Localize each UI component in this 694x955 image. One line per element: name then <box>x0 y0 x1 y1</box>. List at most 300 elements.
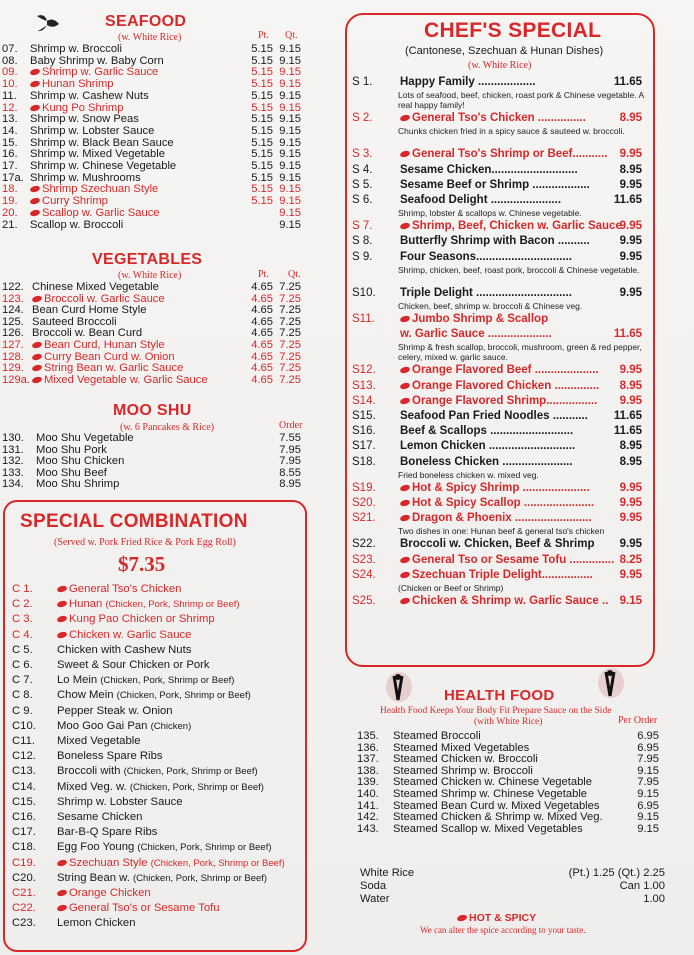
price-pint: 5.15 <box>251 89 273 102</box>
item-number: 10. <box>2 78 18 91</box>
item-number: 19. <box>2 195 18 208</box>
item-price: 9.15 <box>637 811 659 824</box>
item-name-wrap <box>57 781 264 793</box>
pepper-icon <box>399 597 410 605</box>
item-name: Egg Foo Young <box>57 841 135 854</box>
fish-icon <box>35 13 61 40</box>
item-name: Moo Goo Gai Pan <box>57 719 148 732</box>
dot-leader: .............................. <box>472 286 572 299</box>
pepper-icon <box>56 858 67 866</box>
item-name-wrap <box>400 235 590 247</box>
seafood-col-pt: Pt. <box>258 30 269 41</box>
combo-title: SPECIAL COMBINATION <box>20 511 248 532</box>
item-number: C12. <box>12 750 36 763</box>
item-name-wrap <box>400 554 614 566</box>
item-number: 126. <box>2 327 24 340</box>
item-number: C 8. <box>12 689 33 702</box>
price-quart: 7.25 <box>279 362 301 375</box>
item-name-wrap <box>400 380 599 392</box>
pepper-icon <box>56 585 67 593</box>
mooshu-subtitle: (w. 6 Pancakes & Rice) <box>120 422 215 433</box>
item-name-wrap <box>400 395 597 407</box>
item-number: 09. <box>2 66 18 79</box>
item-name: Hot & Spicy Shrimp <box>412 481 520 494</box>
item-name-wrap <box>57 674 234 686</box>
price-pint: 5.15 <box>251 195 273 208</box>
item-name-wrap <box>400 220 622 232</box>
item-number: S 4. <box>352 163 373 176</box>
item-name: Lo Mein <box>57 674 98 687</box>
item-name: Broccoli with <box>57 765 121 778</box>
item-description: Lots of seafood, beef, chicken, roast pork & Chinese vegetable. A real happy family! <box>398 90 644 111</box>
item-price: 9.95 <box>619 178 642 191</box>
item-name-wrap <box>400 148 608 160</box>
item-name: General Tso or Sesame Tofu <box>412 553 567 566</box>
dot-leader: .............. <box>566 553 615 566</box>
item-name: Sauteed Broccoli <box>32 315 117 328</box>
item-name-wrap <box>400 440 575 452</box>
item-name-wrap <box>400 251 572 263</box>
dot-leader: ........................... <box>485 440 576 453</box>
item-number: C18. <box>12 841 36 854</box>
item-number: C11. <box>12 735 36 747</box>
item-name: Broccoli w. Bean Curd <box>32 327 143 340</box>
chefs-subtitle-2: (w. White Rice) <box>468 60 532 71</box>
item-name-wrap <box>400 512 592 524</box>
item-number: C15. <box>12 795 36 808</box>
dot-leader: ...................... <box>520 497 595 509</box>
item-name: Baby Shrimp w. Baby Corn <box>30 54 164 67</box>
price-quart: 9.15 <box>279 124 301 137</box>
item-number: 18. <box>2 183 18 196</box>
pepper-icon <box>399 150 410 158</box>
item-name-wrap <box>400 364 599 376</box>
item-number: 134. <box>2 478 24 491</box>
item-name: Steamed Bean Curd w. Mixed Vegetables <box>393 799 600 812</box>
item-name-wrap <box>32 374 208 387</box>
item-name: Steamed Broccoli <box>393 730 481 742</box>
water-label: Water <box>360 893 390 905</box>
price-quart: 9.15 <box>279 148 301 161</box>
item-number: 124. <box>2 304 24 317</box>
item-name-wrap <box>57 583 181 595</box>
item-name-wrap <box>400 287 572 299</box>
item-name: Broccoli w. Chicken, Beef & Shrimp <box>400 538 595 551</box>
item-name: Szechuan Style <box>69 856 148 869</box>
item-extra: (Chicken, Pork, Shrimp or Beef) <box>150 857 285 869</box>
item-number: S22. <box>352 538 376 551</box>
pepper-icon <box>31 341 42 349</box>
item-price: 9.15 <box>619 595 642 607</box>
item-name-wrap <box>57 826 157 838</box>
pepper-icon <box>399 381 410 389</box>
pepper-icon <box>29 80 40 88</box>
item-name-wrap <box>400 76 536 88</box>
item-number: 142. <box>357 811 379 824</box>
price-quart: 9.15 <box>279 183 301 196</box>
pepper-icon <box>399 555 410 563</box>
health-subtitle-1: Health Food Keeps Your Body Fit Prepare Sauce on the Side <box>380 706 612 716</box>
item-number: S13. <box>352 379 376 392</box>
item-name: Shrimp w. Lobster Sauce <box>57 795 183 808</box>
item-name: Shrimp w. Garlic Sauce <box>42 66 159 79</box>
item-name-wrap <box>400 425 573 437</box>
item-extra: (Chicken, Pork, Shrimp or Beef) <box>100 675 235 687</box>
item-number: S11. <box>352 313 375 325</box>
price-pint: 5.15 <box>251 66 273 79</box>
item-price: 9.95 <box>619 250 642 263</box>
item-description: Shrimp, chicken, beef, roast pork, broccoli & Chinese vegetable. <box>398 264 640 275</box>
pepper-icon <box>399 499 410 507</box>
item-number: 16. <box>2 148 18 161</box>
item-price: 8.95 <box>619 379 642 392</box>
item-description: Two dishes in one: Hunan beef & general tso's chicken <box>398 526 605 537</box>
item-price: 9.95 <box>619 364 642 377</box>
dot-leader: ............... <box>534 112 586 125</box>
price-quart: 7.25 <box>279 350 301 363</box>
seafood-subtitle: (w. White Rice) <box>118 32 182 43</box>
item-name: Shrimp, Beef, Chicken w. Garlic Sauce <box>412 220 622 233</box>
pepper-icon <box>29 197 40 205</box>
item-price: 11.65 <box>613 410 642 422</box>
item-number: S 1. <box>352 76 373 88</box>
pepper-icon <box>29 68 40 76</box>
item-number: C21. <box>12 887 36 899</box>
pepper-icon <box>56 615 67 623</box>
item-name: Shrimp w. Black Bean Sauce <box>30 136 174 149</box>
item-name: Chinese Mixed Vegetable <box>32 281 159 293</box>
item-price: 8.95 <box>619 112 642 125</box>
item-name-wrap <box>400 179 590 191</box>
mooshu-col-order: Order <box>279 420 303 431</box>
item-price: 8.95 <box>619 163 642 176</box>
price-pint: 5.15 <box>251 54 273 67</box>
price-quart: 7.25 <box>279 292 301 305</box>
item-number: S19. <box>352 481 376 494</box>
item-name: w. Garlic Sauce <box>400 328 485 341</box>
price-quart: 9.15 <box>279 195 301 208</box>
item-price: 11.65 <box>613 328 642 341</box>
item-name: Pepper Steak w. Onion <box>57 704 173 717</box>
item-description: Chunks chicken fried in a spicy sauce & sauteed w. broccoli. <box>398 126 625 137</box>
pepper-icon <box>399 571 410 579</box>
chefs-title: CHEF'S SPECIAL <box>424 19 602 42</box>
item-name-wrap <box>57 887 151 899</box>
price-quart: 9.15 <box>279 66 301 79</box>
chef-figure-icon <box>384 670 414 709</box>
item-name-wrap <box>57 689 251 701</box>
item-price: 9.95 <box>619 568 642 581</box>
pepper-icon <box>399 315 410 323</box>
hot-spicy-note: We can alter the spice according to your taste. <box>420 925 586 935</box>
item-number: 136. <box>357 741 379 754</box>
dot-leader: .................. <box>474 76 536 88</box>
pepper-icon <box>29 209 40 217</box>
item-price: 9.15 <box>637 788 659 800</box>
item-name-wrap <box>400 194 561 206</box>
mooshu-title: MOO SHU <box>113 402 192 419</box>
white-rice-label: White Rice <box>360 867 415 879</box>
item-price: 7.95 <box>279 455 301 468</box>
hot-spicy-title: HOT & SPICY <box>457 912 536 924</box>
item-name: Shrimp w. Broccoli <box>30 43 123 55</box>
item-extra: (Chicken, Pork, Shrimp or Beef) <box>129 781 264 793</box>
item-number: S 8. <box>352 235 373 248</box>
item-name-wrap <box>57 644 191 656</box>
pepper-icon <box>56 630 67 638</box>
item-name: Curry Shrimp <box>42 195 108 208</box>
combo-price: $7.35 <box>118 552 166 576</box>
price-pint: 5.15 <box>251 148 273 161</box>
seafood-title: SEAFOOD <box>105 13 187 30</box>
item-number: 21. <box>2 218 18 231</box>
item-number: S17. <box>352 440 376 453</box>
item-price: 7.95 <box>637 753 659 766</box>
item-name: Shrimp w. Mixed Vegetable <box>30 148 165 161</box>
item-name-wrap <box>400 538 594 550</box>
item-name: Hunan <box>69 598 103 611</box>
item-number: 123. <box>2 292 24 305</box>
item-price: 8.95 <box>619 455 642 468</box>
item-name: Four Seasons <box>400 250 477 263</box>
item-name-wrap <box>57 872 267 884</box>
pepper-icon <box>399 114 410 122</box>
item-name-wrap <box>400 482 590 494</box>
seafood-col-qt: Qt. <box>285 30 298 41</box>
item-number: 129a. <box>2 373 30 386</box>
price-quart: 7.25 <box>279 315 301 328</box>
price-pint: 5.15 <box>251 101 273 114</box>
item-number: C 2. <box>12 598 33 611</box>
item-number: S21. <box>352 512 376 525</box>
item-number: S14. <box>352 394 376 407</box>
item-number: S 5. <box>352 178 373 191</box>
item-name: Szechuan Triple Delight <box>412 568 542 581</box>
item-name: String Bean w. <box>57 871 130 884</box>
item-number: S10. <box>352 286 376 299</box>
item-number: 131. <box>2 443 24 456</box>
item-name: Bean Curd, Hunan Style <box>44 339 165 351</box>
item-name-wrap <box>400 112 586 124</box>
price-quart: 9.15 <box>279 218 301 231</box>
item-name: Dragon & Phoenix <box>412 512 512 525</box>
item-name-wrap <box>57 720 191 732</box>
dot-leader: ...................... <box>487 194 562 206</box>
price-quart: 9.15 <box>279 160 301 172</box>
item-price: 9.95 <box>619 235 642 248</box>
item-name: Orange Flavored Chicken <box>412 379 552 392</box>
item-name-wrap <box>57 735 141 747</box>
price-quart: 7.25 <box>279 304 301 317</box>
price-pint: 4.65 <box>251 373 273 386</box>
item-name: Steamed Chicken w. Broccoli <box>393 753 538 766</box>
item-price: 8.95 <box>279 478 301 491</box>
dot-leader: .................... <box>531 364 599 377</box>
water-price: 1.00 <box>643 893 665 905</box>
pepper-icon <box>31 364 42 372</box>
price-quart: 7.25 <box>279 373 301 386</box>
price-pint: 4.65 <box>251 327 273 340</box>
item-name: Orange Flavored Shrimp <box>412 394 547 407</box>
item-number: S23. <box>352 553 376 566</box>
item-number: 125. <box>2 315 24 328</box>
item-number: 08. <box>2 54 18 67</box>
dot-leader: .................... <box>484 328 552 341</box>
price-quart: 7.25 <box>279 327 301 340</box>
item-name-wrap <box>400 569 593 581</box>
pepper-icon <box>399 222 410 230</box>
item-name: General Tso's Chicken <box>412 112 535 125</box>
item-extra: (Chicken, Pork, Shrimp or Beef) <box>133 872 268 884</box>
item-name: Mixed Vegetable <box>57 735 141 747</box>
item-number: 128. <box>2 350 24 363</box>
item-description: Chicken, beef, shrimp w. broccoli & Chinese veg. <box>398 301 583 311</box>
item-name-wrap <box>57 857 285 869</box>
price-pint: 4.65 <box>251 292 273 305</box>
item-name: Seafood Pan Fried Noodles <box>400 410 550 422</box>
price-pint: 5.15 <box>251 171 273 184</box>
dot-leader: ........................ <box>511 512 592 525</box>
item-name: General Tso's <box>69 902 138 915</box>
health-subtitle-2: (with White Rice) <box>474 717 543 727</box>
pepper-icon <box>31 352 42 360</box>
chefs-subtitle-1: (Cantonese, Szechuan & Hunan Dishes) <box>405 45 604 57</box>
item-name-wrap <box>57 841 272 853</box>
pepper-icon <box>399 397 410 405</box>
item-number: S15. <box>352 410 376 422</box>
item-name-wrap <box>57 750 163 762</box>
item-name: Curry Bean Curd w. Onion <box>44 350 175 363</box>
item-number: C10. <box>12 719 36 732</box>
item-name: Chicken & Shrimp w. Garlic Sauce <box>412 595 599 607</box>
pepper-icon <box>399 514 410 522</box>
item-number: S12. <box>352 364 376 377</box>
price-quart: 9.15 <box>279 171 301 184</box>
item-name-wrap <box>57 765 258 777</box>
item-number: S 6. <box>352 194 373 206</box>
item-name-wrap <box>400 164 578 176</box>
price-quart: 7.25 <box>279 281 301 293</box>
dot-leader: .................. <box>529 178 590 191</box>
item-name: Lemon Chicken <box>400 440 486 453</box>
item-name-wrap <box>57 629 191 641</box>
item-name-wrap <box>57 796 183 808</box>
item-number: C13. <box>12 765 36 778</box>
item-number: 122. <box>2 281 24 293</box>
dot-leader: ..................... <box>519 481 590 494</box>
price-quart: 9.15 <box>279 54 301 67</box>
item-name: Chicken with Cashew Nuts <box>57 643 192 656</box>
item-number: 17. <box>2 160 18 172</box>
item-number: C16. <box>12 811 36 823</box>
item-name: Scallop w. Garlic Sauce <box>42 206 160 219</box>
vegetables-col-qt: Qt. <box>288 269 301 280</box>
item-name: Triple Delight <box>400 286 473 299</box>
soda-label: Soda <box>360 880 387 892</box>
item-number: C 3. <box>12 613 33 626</box>
item-extra: or Sesame Tofu <box>140 902 220 915</box>
item-number: C 5. <box>12 643 33 656</box>
item-number: 07. <box>2 43 18 55</box>
item-name: Steamed Shrimp w. Broccoli <box>393 764 533 777</box>
price-pint: 5.15 <box>251 136 273 149</box>
item-number: S16. <box>352 425 376 438</box>
item-name: Shrimp w. Mushrooms <box>30 171 141 184</box>
item-price: 9.95 <box>619 481 642 494</box>
item-name: Chow Mein <box>57 689 114 702</box>
item-number: S24. <box>352 568 376 581</box>
item-name-wrap <box>30 219 123 232</box>
dot-leader: ........................... <box>491 163 578 176</box>
item-number: C 1. <box>12 583 33 595</box>
dot-leader: ................ <box>541 568 593 581</box>
item-number: C 9. <box>12 704 33 717</box>
item-name-wrap <box>57 917 136 929</box>
pepper-icon <box>399 484 410 492</box>
dot-leader: ........... <box>549 410 588 422</box>
item-name-wrap <box>57 811 142 823</box>
item-price: 7.95 <box>279 443 301 456</box>
pepper-icon <box>31 376 42 384</box>
dot-leader: .............. <box>551 379 600 392</box>
price-pint: 5.15 <box>251 124 273 137</box>
price-pint: 4.65 <box>251 281 273 293</box>
vegetables-subtitle: (w. White Rice) <box>118 270 182 281</box>
item-name: Shrimp w. Chinese Vegetable <box>30 160 177 172</box>
item-name: Kung Po Shrimp <box>42 101 124 114</box>
price-quart: 9.15 <box>279 206 301 219</box>
item-name: Seafood Delight <box>400 194 488 206</box>
item-number: C19. <box>12 856 36 869</box>
dot-leader: .......... <box>554 235 590 248</box>
item-name: Shrimp Szechuan Style <box>42 183 159 196</box>
price-pint: 4.65 <box>251 304 273 317</box>
item-price: 6.95 <box>637 799 659 812</box>
item-name: Moo Shu Beef <box>36 466 107 479</box>
price-pint: 5.15 <box>251 160 273 172</box>
item-name: Bar-B-Q Spare Ribs <box>57 826 158 839</box>
price-quart: 9.15 <box>279 78 301 91</box>
item-number: 130. <box>2 432 24 444</box>
item-number: 14. <box>2 124 18 137</box>
item-extra: (Chicken) <box>150 720 192 732</box>
item-description: Shrimp, lobster & scallops w. Chinese vegetable. <box>398 208 582 219</box>
item-price: 11.65 <box>613 194 642 206</box>
item-name-wrap <box>400 410 588 422</box>
item-extra: (Chicken, Pork, Shrimp or Beef) <box>116 690 251 702</box>
item-name: Sweet & Sour Chicken or Pork <box>57 659 210 671</box>
vegetables-col-pt: Pt. <box>258 269 269 280</box>
item-number: 17a. <box>2 171 24 184</box>
item-name: Steamed Mixed Vegetables <box>393 741 530 754</box>
item-number: C23. <box>12 917 36 930</box>
item-name: Happy Family <box>400 76 475 88</box>
white-rice-price: (Pt.) 1.25 (Qt.) 2.25 <box>568 867 665 879</box>
price-quart: 9.15 <box>279 113 301 126</box>
item-price: 9.95 <box>619 497 642 509</box>
health-title: HEALTH FOOD <box>444 687 555 704</box>
item-name-wrap <box>400 595 608 607</box>
item-name: Sesame Beef or Shrimp <box>400 178 530 191</box>
item-number: S 9. <box>352 250 373 263</box>
price-quart: 9.15 <box>279 101 301 114</box>
dot-leader: .............................. <box>476 250 572 263</box>
item-name: Steamed Chicken w. Chinese Vegetable <box>393 776 593 789</box>
item-number: S 3. <box>352 148 373 161</box>
item-price: 9.95 <box>619 512 642 525</box>
item-price: 11.65 <box>613 425 642 438</box>
item-name: Steamed Chicken & Shrimp w. Mixed Veg. <box>393 811 603 824</box>
